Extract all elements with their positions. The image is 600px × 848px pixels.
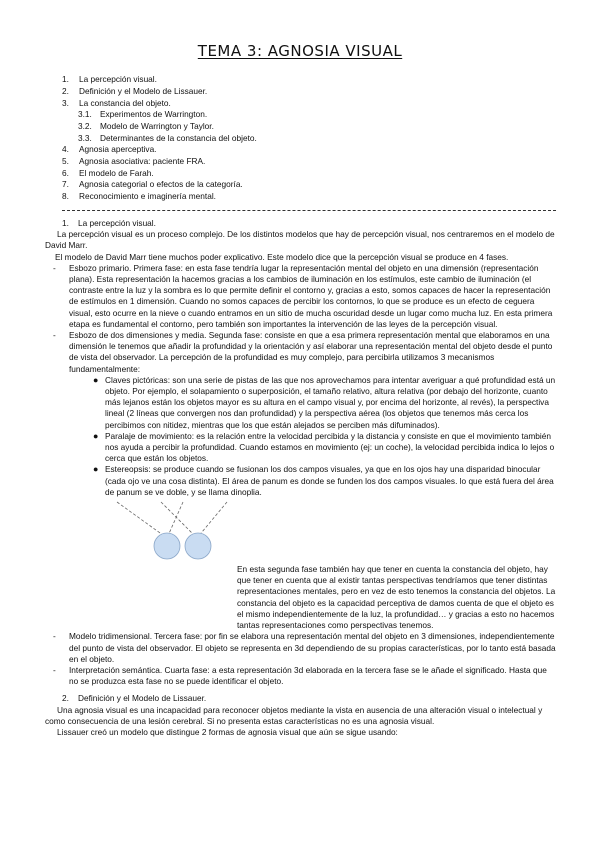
- right-eye: [185, 533, 211, 559]
- toc-item: 6. El modelo de Farah.: [62, 167, 154, 178]
- list-item: - Esbozo de dos dimensiones y media. Segunda fase: consiste en que a esa primera representación mental que elaboramos en una dimensión le tenemos que añadir la profundidad y la orientación y así elaborar una representación mental del objeto desde el punto de vista del observador. La percepción de la profundidad es muy complejo, para percibirla utilizamos 3 mecanismos fundamentalmente:: [53, 330, 553, 374]
- paragraph: La percepción visual es un proceso complejo. De los distintos modelos que hay de percepción visual, nos centraremos en el modelo de David Marr.: [45, 229, 555, 251]
- list-item: - Modelo tridimensional. Tercera fase: por fin se elabora una representación mental del objeto en 3 dimensiones, independientemente del punto de vista del observador. El objeto se representa en 3d dependiendo de su propias características, por lo tanto está basada en el objeto.: [53, 631, 556, 664]
- stereopsis-figure: [113, 498, 557, 631]
- toc-subitem: 3.1. Experimentos de Warrington.: [78, 109, 208, 120]
- section-heading: 2. Definición y el Modelo de Lissauer.: [62, 693, 207, 704]
- toc-item: 3. La constancia del objeto.: [62, 97, 171, 108]
- eyes-diagram: [113, 498, 231, 564]
- bullet-item: ● Estereopsis: se produce cuando se fusionan los dos campos visuales, ya que en los ojos hay una disparidad binocular (cada ojo ve una cosa distinta). El área de panum es donde se funden los dos campos visuales. lo que está fuera del área de panum se ve doble, y se llama dinoplia.: [93, 464, 554, 497]
- list-item: - Esbozo primario. Primera fase: en esta fase tendría lugar la representación mental del objeto en una dimensión (representación plana). Esta representación la hacemos gracias a los cambios de iluminación en los estímulos, este cambio de iluminación (el contraste entre la luz y la sombra es lo que permite definir el contorno y, gracias a esto, somos capaces de hacer la representación de estímulos en 1 dimensión. Cuando no somos capaces de percibir los contornos, lo que se produce es un efecto de ceguera visual, esto ocurre en la nieve o cuando entramos en un sitio de mucha oscuridad desde un lugar como mucha luz. En esta primera etapa es fundamental el contorno, pero también son importantes la intervención de las leyes de la percepción visual.: [53, 262, 553, 329]
- section-divider: [62, 210, 556, 211]
- toc-item: 8. Reconocimiento e imaginería mental.: [62, 191, 216, 202]
- toc-subitem: 3.2. Modelo de Warrington y Taylor.: [78, 120, 214, 131]
- toc-item: 1. La percepción visual.: [62, 74, 157, 85]
- paragraph: Una agnosia visual es una incapacidad para reconocer objetos mediante la vista en ausencia de una alteración visual o intelectual y como consecuencia de una lesión cerebral. Si no presenta estas características no es una agnosia visual.: [45, 704, 543, 726]
- page-title: TEMA 3: AGNOSIA VISUAL: [197, 42, 403, 60]
- section-heading: 1. La percepción visual.: [62, 218, 156, 228]
- sight-line: [117, 502, 167, 538]
- paragraph: En esta segunda fase también hay que tener en cuenta la constancia del objeto, hay que tener en cuenta que al existir tantas perspectivas tendríamos que tener distintas representaciones mentales, pero en vez de esto tenemos la constancia del objetos. La constancia del objeto es la capacidad perceptiva de damos cuenta de que el objeto es el mismo independientemente de la luz, la profundidad… y gracias a esto no hacemos tantas representaciones como perspectivas tenemos.: [237, 564, 556, 631]
- table-of-contents: [62, 74, 542, 203]
- toc-item: 7. Agnosia categorial o efectos de la categoría.: [62, 179, 243, 190]
- toc-item: 5. Agnosia asociativa: paciente FRA.: [62, 156, 206, 167]
- toc-item: 4. Agnosia aperceptiva.: [62, 144, 157, 155]
- toc-item: 2. Definición y el Modelo de Lissauer.: [62, 85, 208, 96]
- paragraph: Lissauer creó un modelo que distingue 2 formas de agnosia visual que aún se sigue usando:: [57, 726, 398, 737]
- bullet-item: ● Claves pictóricas: son una serie de pistas de las que nos aprovechamos para intentar averiguar a qué profundidad está un objeto. Por ejemplo, el solapamiento o superposición, el tamaño relativo, altura relativa (por debajo del horizonte, cuanto más lejanos están los objetos mayor es su altura en el campo visual y, por encima del horizonte, al revés), la perspectiva lineal (2 líneas que convergen nos dan profundidad) y la perspectiva aérea (los objetos que tenemos más cerca los percibimos con nitidez, mientras que los que están alejados se perciben más difuminados).: [93, 374, 556, 430]
- list-item: - Interpretación semántica. Cuarta fase: a esta representación 3d elaborada en la tercera fase se le añade el significado. Hasta que no se produzca esta fase no se puede identificar el objeto.: [53, 664, 547, 687]
- toc-subitem: 3.3. Determinantes de la constancia del objeto.: [78, 132, 257, 143]
- sight-line: [197, 502, 227, 538]
- document-body: [45, 218, 557, 738]
- paragraph: El modelo de David Marr tiene muchos poder explicativo. Este modelo dice que la percepción visual se produce en 4 fases.: [55, 251, 509, 262]
- sight-line: [167, 502, 183, 538]
- sight-line: [161, 502, 197, 538]
- left-eye: [154, 533, 180, 559]
- bullet-item: ● Paralaje de movimiento: es la relación entre la velocidad percibida y la distancia y consiste en que el movimiento también nos ayuda a percibir la profundidad. Cuando estamos en movimiento (ej: un coche), la velocidad percibida indica lo lejos o cerca que están los objetos.: [93, 430, 555, 464]
